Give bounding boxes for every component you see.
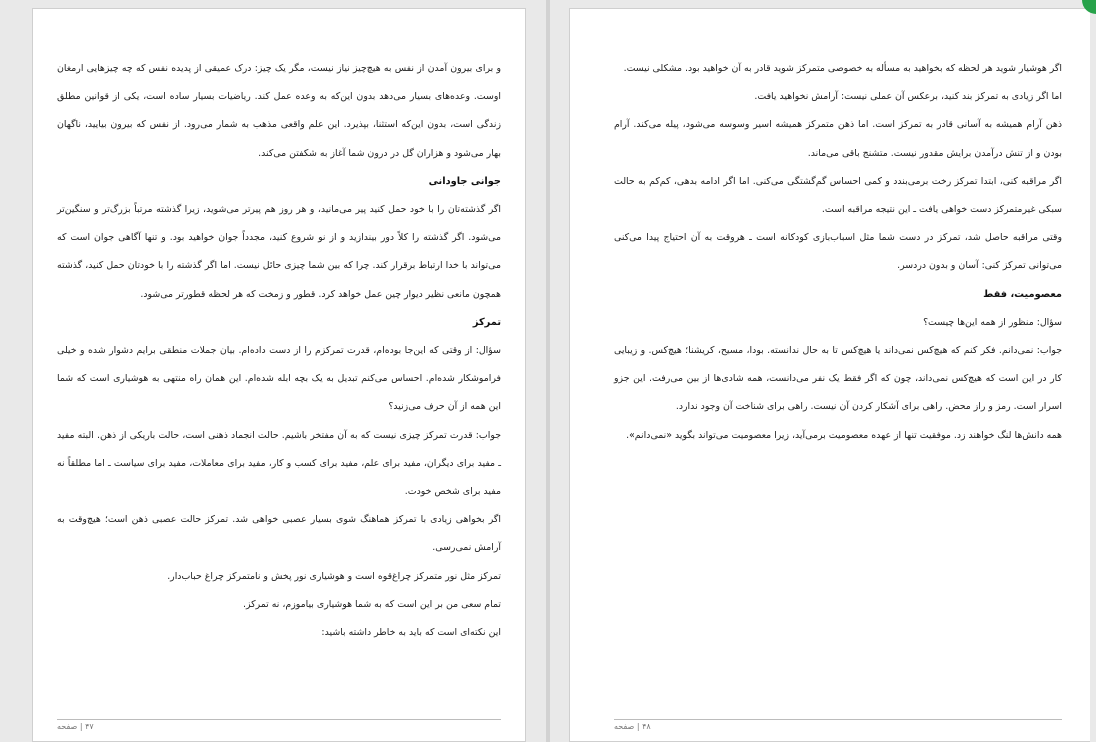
page-footer-48: ۴۸ | صفحه (614, 719, 1062, 731)
page-47 (32, 8, 526, 742)
page-footer-47: ۴۷ | صفحه (57, 719, 501, 731)
right-page-content (614, 55, 1062, 450)
paragraph: تمام سعی من بر این است که به شما هوشیاری بیاموزم، نه تمرکز. (242, 598, 501, 610)
paragraph: و برای بیرون آمدن از نفس به هیچ‌چیز نیاز نیست، مگر یک چیز: درک عمیقی از پدیده نفس که چه چیزهایی ارمغان اوست. وعده‌های بسیار می‌دهد بدون این‌که به وعده عمل کند. ریاضیات بسیار ساده است، یکی از قوانین مطلق زندگی است، بدون این‌که استثنا، بپذیرد. این علم واقعی مذهب به شمار می‌رود. از نفس که بیرون بیایید، ناگهان بهار می‌شود و هزاران گل در درون شما آغاز به شکفتن می‌کند. (57, 63, 501, 159)
paragraph: تمرکز مثل نور متمرکز چراغ‌قوه است و هوشیاری نور پخش و نامتمرکز چراغ حباب‌دار. (167, 570, 501, 582)
paragraph: اگر مراقبه کنی، ابتدا تمرکز رخت برمی‌بندد و کمی احساس گم‌گشتگی می‌کنی. اما اگر ادامه بدهی، کم‌کم به حالت سبکی غیرمتمرکز دست خواهی یافت ـ این نتیجه مراقبه است. (614, 175, 1062, 216)
left-page-content (57, 55, 501, 647)
paragraph: همه دانش‌ها لنگ خواهند زد. موفقیت تنها از عهده معصومیت برمی‌آید، زیرا معصومیت می‌تواند بگوید «نمی‌دانم». (626, 429, 1062, 441)
paragraph: این نکته‌ای است که باید به خاطر داشته باشید: (321, 627, 501, 639)
paragraph: اما اگر زیادی به تمرکز بند کنید، برعکس آن عملی نیست: آرامش نخواهید یافت. (754, 91, 1062, 103)
paragraph: سؤال: منظور از همه این‌ها چیست؟ (923, 316, 1062, 328)
section-heading: تمرکز (472, 316, 501, 328)
section-heading: جوانی جاودانی (428, 175, 501, 187)
page-48 (569, 8, 1090, 742)
paragraph: اگر گذشته‌تان را با خود حمل کنید پیر می‌مانید، و هر روز هم پیرتر می‌شوید، زیرا گذشته مرتباً بزرگ‌تر و سنگین‌تر می‌شود. اگر گذشته را کلاً دور بیندازید و از نو شروع کنید، مجدداً جوان خواهید بود. و تنها آگاهی جوان است که می‌تواند با خدا ارتباط برقرار کند. چرا که بین شما چیزی حائل نیست. اما اگر گذشته را با خودتان حمل کنید، گذشته همچون مانعی نظیر دیوار چین عمل خواهد کرد. قطور و زمخت که هر لحظه قطورتر می‌شود. (57, 204, 501, 300)
paragraph: ذهن آرام همیشه به آسانی قادر به تمرکز است. اما ذهن متمرکز همیشه اسیر وسوسه می‌شود، پیله می‌کند. آرام بودن و از تنش درآمدن برایش مقدور نیست. متشنج باقی می‌ماند. (614, 119, 1062, 159)
paragraph: جواب: قدرت تمرکز چیزی نیست که به آن مفتخر باشیم. حالت انجماد ذهنی است، حالت باریکی از ذهن. البته مفید ـ مفید برای دیگران، مفید برای علم، مفید برای کسب و کار، مفید برای معاملات، مفید برای سیاست ـ اما مطلقاً نه مفید برای شخص خودت. (57, 429, 501, 498)
paragraph: وقتی مراقبه حاصل شد، تمرکز در دست شما مثل اسباب‌بازی کودکانه است ـ هروقت به آن احتیاج پیدا می‌کنی می‌توانی تمرکز کنی: آسان و بدون دردسر. (614, 232, 1062, 272)
page-gutter (546, 0, 550, 742)
section-heading: معصومیت، فقط (983, 288, 1062, 300)
paragraph: اگر هوشیار شوید هر لحظه که بخواهید به مسأله به خصوصی متمرکز شوید قادر به آن خواهید بود. مشکلی نیست. (623, 63, 1062, 74)
paragraph: اگر بخواهی زیادی با تمرکز هماهنگ شوی بسیار عصبی خواهی شد. تمرکز حالت عصبی ذهن است؛ هیچ‌وقت به آرامش نمی‌رسی. (57, 514, 501, 554)
paragraph: جواب: نمی‌دانم. فکر کنم که هیچ‌کس نمی‌داند یا هیچ‌کس تا به حال ندانسته. بودا، مسیح، کریشنا؛ هیچ‌کس. و زیبایی کار در این است که هیچ‌کس نمی‌داند، چون که اگر فقط یک نفر می‌دانست، همه شادی‌ها از بین می‌رفت. این جزو اسرار است. رمز و راز محض. راهی برای آشکار کردن آن نیست. راهی برای شناخت آن وجود ندارد. (614, 345, 1062, 413)
paragraph: سؤال: از وقتی که این‌جا بوده‌ام، قدرت تمرکزم را از دست داده‌ام. بیان جملات منطقی برایم دشوار شده و خیلی فراموشکار شده‌ام. احساس می‌کنم تبدیل به یک بچه ابله شده‌ام. این همان راه منتهی به هوشیاری است که شما این همه از آن حرف می‌زنید؟ (57, 345, 501, 413)
